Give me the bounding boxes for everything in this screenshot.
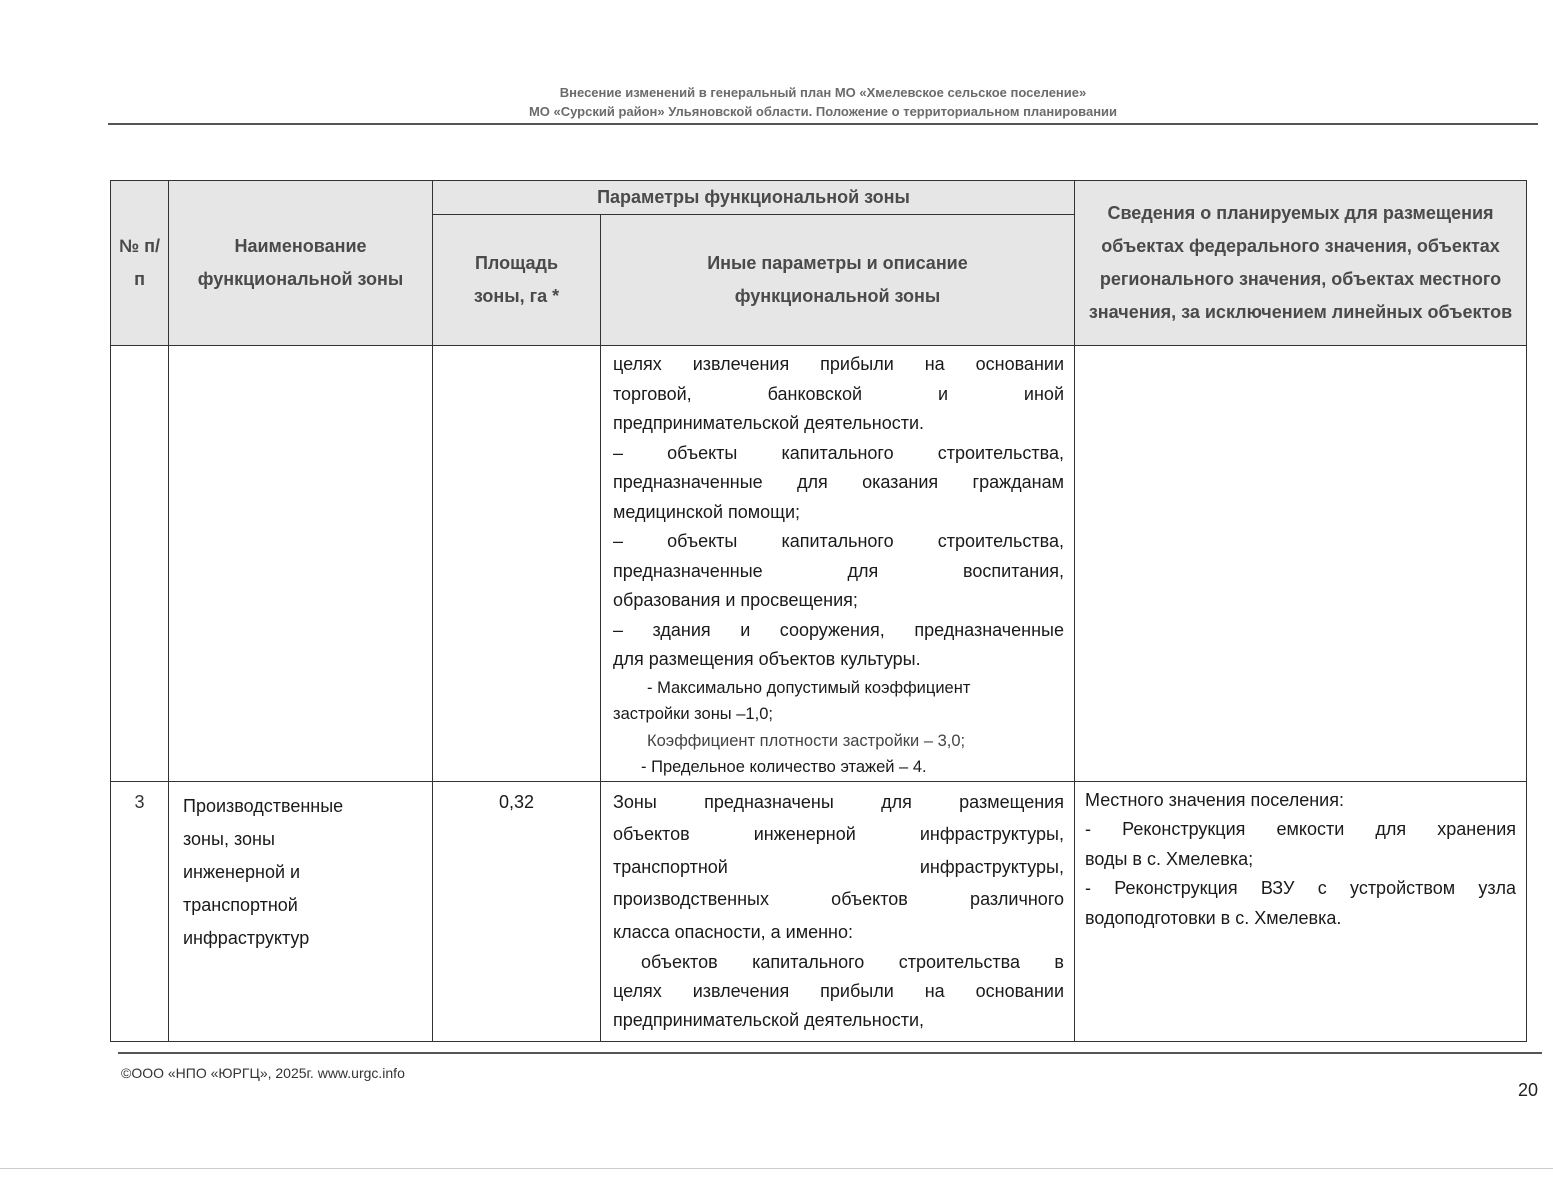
document-header-line-2: МО «Сурский район» Ульяновской области. Положение о территориальном планировании bbox=[528, 104, 1118, 119]
scan-edge-line bbox=[0, 1168, 1553, 1169]
cell-area: 0,32 bbox=[433, 781, 601, 1041]
page-number: 20 bbox=[1518, 1080, 1539, 1100]
zones-table bbox=[110, 180, 1527, 1042]
text-line: для размещения объектов культуры. bbox=[613, 649, 921, 669]
text-line: класса опасности, а именно: bbox=[613, 921, 853, 942]
text-line: - Реконструкция емкости для хранения bbox=[1085, 819, 1516, 839]
cell-name-empty bbox=[169, 346, 433, 782]
text-line: торговой, банковской и иной bbox=[613, 383, 1064, 404]
text-line: - Предельное количество этажей – 4. bbox=[641, 758, 927, 776]
header-zone-name: Наименование функциональной зоны bbox=[169, 181, 433, 346]
text-line: целях извлечения прибыли на основании bbox=[613, 354, 1064, 374]
text-line: зоны, зоны bbox=[183, 828, 275, 849]
text-line: предпринимательской деятельности. bbox=[613, 413, 925, 433]
text-line: объектов инженерной инфраструктуры, bbox=[613, 824, 1064, 844]
cell-info-empty bbox=[1075, 346, 1527, 782]
text-line: предназначенные для воспитания, bbox=[613, 560, 1064, 581]
header-area: Площадь зоны, га * bbox=[433, 215, 601, 346]
text-line: объектов капитального строительства в bbox=[641, 952, 1064, 972]
text-line: инфраструктур bbox=[183, 927, 310, 948]
cell-area-empty bbox=[433, 346, 601, 782]
header-params-group: Параметры функциональной зоны bbox=[433, 181, 1075, 215]
table-row-continuation bbox=[111, 346, 1527, 782]
text-line: инженерной и bbox=[183, 861, 301, 882]
text-line: Коэффициент плотности застройки – 3,0; bbox=[647, 731, 966, 750]
text-line: Производственные bbox=[183, 795, 344, 816]
text-line: транспортной bbox=[183, 894, 298, 915]
cell-planned-objects bbox=[1075, 781, 1527, 1041]
cell-description bbox=[601, 781, 1075, 1041]
cell-num-empty bbox=[111, 346, 169, 782]
text-line: транспортной инфраструктуры, bbox=[613, 856, 1064, 877]
text-line: производственных объектов различного bbox=[613, 889, 1064, 909]
text-line: – объекты капитального строительства, bbox=[613, 531, 1064, 551]
text-line: предпринимательской деятельности, bbox=[613, 1010, 925, 1030]
header-rule bbox=[108, 123, 1538, 125]
cell-zone-name bbox=[169, 781, 433, 1041]
text-line: - Реконструкция ВЗУ с устройством узла bbox=[1085, 878, 1516, 898]
footer-rule bbox=[118, 1052, 1542, 1054]
text-line: воды в с. Хмелевка; bbox=[1085, 848, 1254, 869]
text-line: - Максимально допустимый коэффициент bbox=[647, 678, 971, 697]
text-line: – объекты капитального строительства, bbox=[613, 442, 1064, 463]
text-line: целях извлечения прибыли на основании bbox=[613, 981, 1064, 1001]
header-num: № п/п bbox=[111, 181, 169, 346]
text-line: – здания и сооружения, предназначенные bbox=[613, 619, 1064, 640]
text-line: Зоны предназначены для размещения bbox=[613, 791, 1064, 812]
text-line: водоподготовки в с. Хмелевка. bbox=[1085, 907, 1342, 928]
header-planned-objects: Сведения о планируемых для размещения объектах федерального значения, объектах регионального значения, объектах местного значения, за исключением линейных объектов bbox=[1075, 181, 1527, 346]
text-line: Местного значения поселения: bbox=[1085, 789, 1344, 810]
text-line: застройки зоны –1,0; bbox=[613, 705, 773, 723]
footer-copyright: ©ООО «НПО «ЮРГЦ», 2025г. www.urgc.info bbox=[121, 1065, 405, 1081]
table-row-3 bbox=[111, 781, 1527, 1041]
cell-num: 3 bbox=[111, 781, 169, 1041]
text-line: предназначенные для оказания гражданам bbox=[613, 472, 1064, 492]
text-line: образования и просвещения; bbox=[613, 590, 858, 610]
document-header-line-1: Внесение изменений в генеральный план МО «Хмелевское сельское поселение» bbox=[559, 85, 1087, 100]
cell-description-continued bbox=[601, 346, 1075, 782]
text-line: медицинской помощи; bbox=[613, 501, 801, 522]
header-other-params: Иные параметры и описание функциональной зоны bbox=[601, 215, 1075, 346]
